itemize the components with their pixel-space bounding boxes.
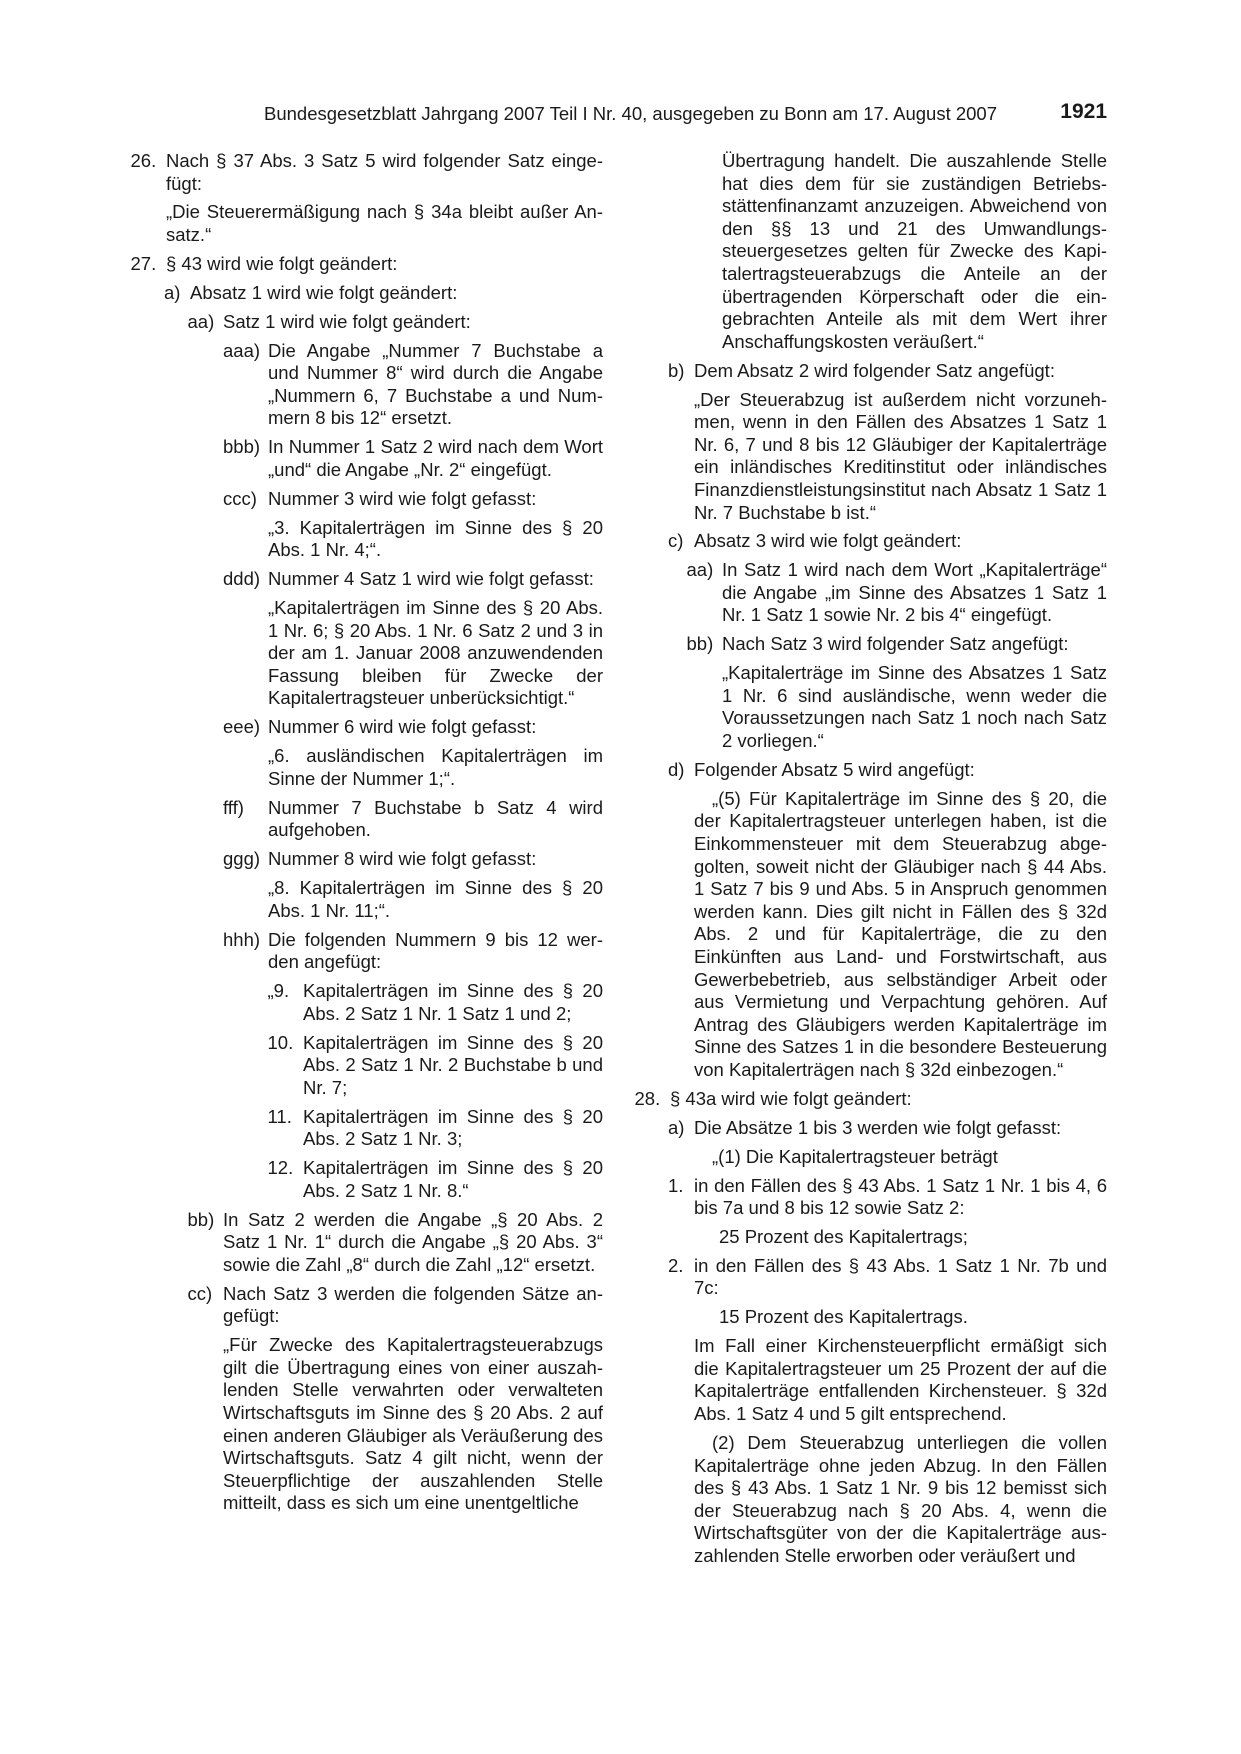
paragraph [637, 788, 1107, 1082]
item-text: „(1) Die Kapitalertragsteuer beträgt [712, 1145, 998, 1167]
paragraph [637, 1335, 1107, 1425]
item-text: „Der Steuerabzug ist außerdem nicht vorzunehmen, wenn in den Fällen des Absatzes 1 Satz 1 Nr. 6, 7 und 8 bis 12 Gläubiger der Kapitalerträge ein inländisches Kreditinstitut oder inländisches Finanzdienstleistungsinstitut nach Absatz 1 Satz 1 Nr. 7 Buchstabe b ist.“ [694, 388, 1107, 523]
item-text: Kapitalerträgen im Sinne des § 20 Abs. 2 Satz 1 Nr. 3; [303, 1105, 603, 1150]
item-label: 2. [668, 1254, 684, 1276]
item-label: eee) [223, 716, 261, 738]
item-label: a) [668, 1116, 685, 1138]
list-item [130, 252, 603, 276]
item-label: hhh) [223, 928, 261, 950]
item-text: Kapitalerträgen im Sinne des § 20 Abs. 2 Satz 1 Nr. 1 Satz 1 und 2; [303, 980, 603, 1024]
list-item [637, 633, 1107, 656]
item-label: 27. [130, 252, 157, 274]
item-text: „Kapitalerträgen im Sinne des § 20 Abs. 1 Nr. 6; § 20 Abs. 1 Nr. 6 Satz 2 und 3 in der am 1. Januar 2008 anzuwendenden Fassung bleiben für Zwecke der Kapitalertragsteuer unberücksichtigt.“ [268, 597, 603, 709]
item-text: In Satz 2 werden die Angabe „§ 20 Abs. 2 Satz 1 Nr. 1“ durch die Angabe „§ 20 Abs. 3“ sowie die Zahl „8“ durch die Zahl „12“ ersetzt. [223, 1208, 603, 1275]
list-item [133, 488, 603, 511]
list-item [133, 568, 603, 591]
item-text: Nach Satz 3 werden die folgenden Sätze angefügt: [223, 1282, 603, 1327]
item-text: Nach Satz 3 wird folgender Satz angefügt: [722, 633, 1069, 655]
paragraph [637, 1146, 1107, 1169]
item-label: a) [164, 281, 181, 303]
item-text: Die folgenden Nummern 9 bis 12 werden angefügt: [268, 928, 603, 973]
left-column [130, 150, 603, 1521]
item-label: bbb) [223, 436, 261, 458]
list-item [133, 929, 603, 974]
item-text: § 43 wird wie folgt geändert: [166, 252, 398, 274]
item-text: Absatz 1 wird wie folgt geändert: [190, 281, 458, 303]
item-text: Kapitalerträgen im Sinne des § 20 Abs. 2 Satz 1 Nr. 2 Buchstabe b und Nr. 7; [303, 1031, 603, 1098]
item-text: 15 Prozent des Kapitalertrags. [719, 1306, 968, 1328]
item-text: Folgender Absatz 5 wird angefügt: [694, 758, 975, 780]
list-item [634, 1087, 1107, 1111]
list-item [637, 559, 1107, 627]
item-text: „Kapitalerträge im Sinne des Absatzes 1 Satz 1 Nr. 6 sind ausländische, wenn weder die Voraussetzungen nach Satz 1 noch nach Satz 2 vorliegen.“ [722, 662, 1107, 752]
item-text: Nach § 37 Abs. 3 Satz 5 wird folgender Satz eingefügt: [166, 150, 603, 194]
paragraph [637, 662, 1107, 752]
item-label: aa) [686, 559, 714, 581]
list-item [133, 1209, 603, 1277]
item-text: Im Fall einer Kirchensteuerpflicht ermäßigt sich die Kapitalertragsteuer um 25 Prozent der auf die Kapitalerträge entfallenden Kirchensteuer. § 32d Abs. 1 Satz 4 und 5 gilt entsprechend. [694, 1335, 1107, 1425]
paragraph [133, 517, 603, 562]
item-label: d) [668, 758, 685, 780]
list-item [637, 1255, 1107, 1300]
item-label: ddd) [223, 568, 261, 590]
item-label: ccc) [223, 487, 257, 509]
item-label: 10. [267, 1031, 294, 1053]
item-label: 26. [130, 150, 157, 171]
item-text: Die Angabe „Nummer 7 Buchstabe a und Nummer 8“ wird durch die Angabe „Nummern 6, 7 Buchstabe a und Nummern 8 bis 12“ ersetzt. [268, 339, 603, 429]
page-number: 1921 [1060, 100, 1107, 123]
item-label: 12. [267, 1157, 294, 1179]
list-item [637, 759, 1107, 782]
item-text: § 43a wird wie folgt geändert: [670, 1087, 912, 1109]
item-text: Nummer 7 Buchstabe b Satz 4 wird aufgehoben. [268, 796, 603, 841]
item-label: fff) [223, 796, 244, 818]
list-item [637, 530, 1107, 553]
item-text: Kapitalerträgen im Sinne des § 20 Abs. 2 Satz 1 Nr. 8.“ [303, 1157, 603, 1201]
list-item [133, 716, 603, 739]
list-item [133, 282, 603, 305]
item-text: „3. Kapitalerträgen im Sinne des § 20 Abs. 1 Nr. 4;“. [268, 516, 603, 561]
item-text: Absatz 3 wird wie folgt geändert: [694, 530, 962, 552]
paragraph [637, 1306, 1107, 1329]
item-label: ggg) [223, 848, 261, 870]
list-item [133, 1032, 603, 1100]
list-item [133, 1283, 603, 1328]
item-text: in den Fällen des § 43 Abs. 1 Satz 1 Nr. 7b und 7c: [694, 1254, 1107, 1299]
page-header [250, 101, 1107, 127]
item-text: Nummer 6 wird wie folgt gefasst: [268, 716, 537, 738]
item-text: Satz 1 wird wie folgt geändert: [223, 310, 471, 332]
item-label: bb) [686, 633, 714, 655]
item-text: Nummer 8 wird wie folgt gefasst: [268, 848, 537, 870]
list-item [133, 1157, 603, 1202]
paragraph [133, 745, 603, 790]
item-label: cc) [187, 1282, 213, 1304]
running-title: Bundesgesetzblatt Jahrgang 2007 Teil I Nr. 40, ausgegeben zu Bonn am 17. August 2007 [264, 103, 997, 124]
list-item [130, 150, 603, 195]
item-label: 1. [668, 1174, 684, 1196]
item-label: 28. [634, 1087, 661, 1109]
item-label: 11. [267, 1105, 292, 1127]
item-text: 25 Prozent des Kapitalertrags; [719, 1225, 968, 1247]
item-text: In Nummer 1 Satz 2 wird nach dem Wort „und“ die Angabe „Nr. 2“ eingefügt. [268, 436, 603, 480]
paragraph [133, 201, 603, 246]
list-item [637, 1175, 1107, 1220]
list-item [133, 848, 603, 871]
list-item [133, 1106, 603, 1151]
item-text: „(5) Für Kapitalerträge im Sinne des § 20, die der Kapitalertragsteuer unterlegen haben, ist die Einkommensteuer mit dem Steuerabzug abgegolten, soweit nicht der Gläubiger nach § 44 Abs. 1 Satz 7 bis 9 und Abs. 5 in Anspruch genommen werden kann. Dies gilt nicht in Fällen des § 32d Abs. 2 und für Kapitalerträge, die zu den Einkünften aus Land- und Forstwirtschaft, aus Gewerbebetrieb, aus selbständiger Arbeit oder aus Vermietung und Verpachtung gehören. Auf Antrag des Gläubigers werden Kapitalerträge im Sinne des Satzes 1 in die besondere Besteuerung von Kapitalerträgen nach § 32d einbezogen.“ [694, 787, 1107, 1080]
list-item [133, 311, 603, 334]
item-label: bb) [187, 1208, 215, 1230]
list-item [133, 436, 603, 481]
item-text: Die Absätze 1 bis 3 werden wie folgt gefasst: [694, 1116, 1062, 1138]
item-label: aaa) [223, 339, 261, 361]
item-text: Nummer 4 Satz 1 wird wie folgt gefasst: [268, 568, 594, 590]
paragraph [133, 597, 603, 710]
list-item [133, 340, 603, 430]
list-item [637, 360, 1107, 383]
item-text: „6. ausländischen Kapitalerträgen im Sinne der Nummer 1;“. [268, 745, 603, 789]
item-text: in den Fällen des § 43 Abs. 1 Satz 1 Nr. 1 bis 4, 6 bis 7a und 8 bis 12 sowie Satz 2: [694, 1174, 1107, 1219]
item-text: „Die Steuerermäßigung nach § 34a bleibt außer Ansatz.“ [166, 201, 603, 246]
paragraph [637, 150, 1107, 353]
item-label: b) [668, 359, 685, 381]
paragraph [637, 389, 1107, 525]
paragraph [133, 1334, 603, 1515]
list-item [133, 797, 603, 842]
item-text: In Satz 1 wird nach dem Wort „Kapitalerträge“ die Angabe „im Sinne des Absatzes 1 Satz 1 Nr. 1 Satz 1 sowie Nr. 2 bis 4“ eingefügt. [722, 559, 1107, 626]
right-column [634, 150, 1107, 1574]
item-label: c) [668, 530, 684, 552]
list-item [133, 980, 603, 1025]
paragraph [637, 1226, 1107, 1249]
list-item [637, 1117, 1107, 1140]
item-text: (2) Dem Steuerabzug unterliegen die vollen Kapitalerträge ohne jeden Abzug. In den Fällen des § 43 Abs. 1 Satz 1 Nr. 9 bis 12 bemisst sich der Steuerabzug nach § 20 Abs. 4, wenn die Wirtschaftsgüter von der die Kapitalerträge auszahlenden Stelle erworben oder veräußert und [694, 1431, 1107, 1566]
item-text: „8. Kapitalerträgen im Sinne des § 20 Abs. 1 Nr. 11;“. [268, 877, 603, 921]
item-text: „Für Zwecke des Kapitalertragsteuerabzugs gilt die Übertragung eines von einer auszahlenden Stelle verwahrten oder verwalteten Wirtschaftsguts im Sinne des § 20 Abs. 2 auf einen anderen Gläubiger als Veräußerung des Wirtschaftsguts. Satz 4 gilt nicht, wenn der Steuerpflichtige der auszahlenden Stelle mitteilt, dass es sich um eine unentgeltliche [223, 1334, 603, 1514]
item-text: Nummer 3 wird wie folgt gefasst: [268, 487, 537, 509]
item-text: Dem Absatz 2 wird folgender Satz angefügt: [694, 359, 1055, 381]
item-label: „9. [267, 980, 290, 1002]
item-label: aa) [187, 310, 215, 332]
paragraph [133, 877, 603, 922]
item-text: Übertragung handelt. Die auszahlende Stelle hat dies dem für sie zuständigen Betriebsstättenfinanzamt anzuzeigen. Abweichend von den §§ 13 und 21 des Umwandlungssteuergesetzes gelten für Zwecke des Kapitalertragsteuerabzugs die Anteile an der übertragenden Körperschaft oder die eingebrachten Anteile als mit dem Wert ihrer Anschaffungskosten veräußert.“ [722, 150, 1107, 352]
paragraph [637, 1432, 1107, 1568]
